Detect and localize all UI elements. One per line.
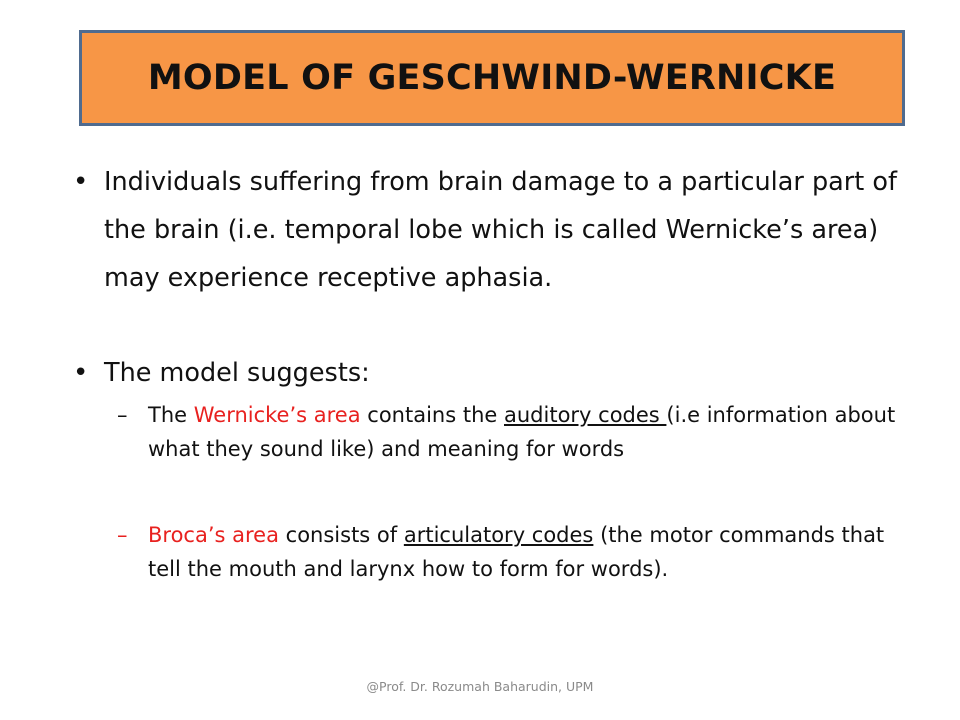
bullet-icon: • (73, 167, 89, 197)
sub-bullet-broca (117, 518, 917, 628)
text-segment: consists of (278, 523, 404, 547)
footer-credit: @Prof. Dr. Rozumah Baharudin, UPM (366, 679, 594, 694)
wernicke-area-highlight: Wernicke’s area (193, 403, 361, 427)
dash-icon: – (117, 403, 128, 427)
sub-bullet-wernicke (117, 398, 917, 508)
bullet-icon: • (73, 358, 89, 388)
sub-bullet-text (148, 518, 913, 586)
broca-area-highlight: Broca’s area (148, 523, 279, 547)
sub-bullet-text (148, 398, 913, 466)
dash-icon: – (117, 523, 128, 547)
text-segment: (the motor commands that tell the mouth and larynx how to form for words). (148, 523, 885, 581)
auditory-codes-underlined: auditory codes (504, 403, 667, 427)
title-banner (79, 30, 905, 126)
articulatory-codes-underlined: articulatory codes (403, 523, 594, 547)
bullet-item-model-suggests (73, 349, 903, 397)
bullet-text: Individuals suffering from brain damage to a particular part of the brain (i.e. temporal lobe which is called Wernicke’s area) may experience receptive aphasia. (104, 167, 897, 293)
bullet-text: The model suggests: (104, 358, 370, 388)
text-segment: contains the (360, 403, 504, 427)
slide-title: MODEL OF GESCHWIND-WERNICKE (147, 58, 837, 98)
bullet-item-aphasia (73, 158, 903, 348)
text-segment: The (148, 403, 194, 427)
text-segment: (i.e information about what they sound like) and meaning for words (148, 403, 896, 461)
